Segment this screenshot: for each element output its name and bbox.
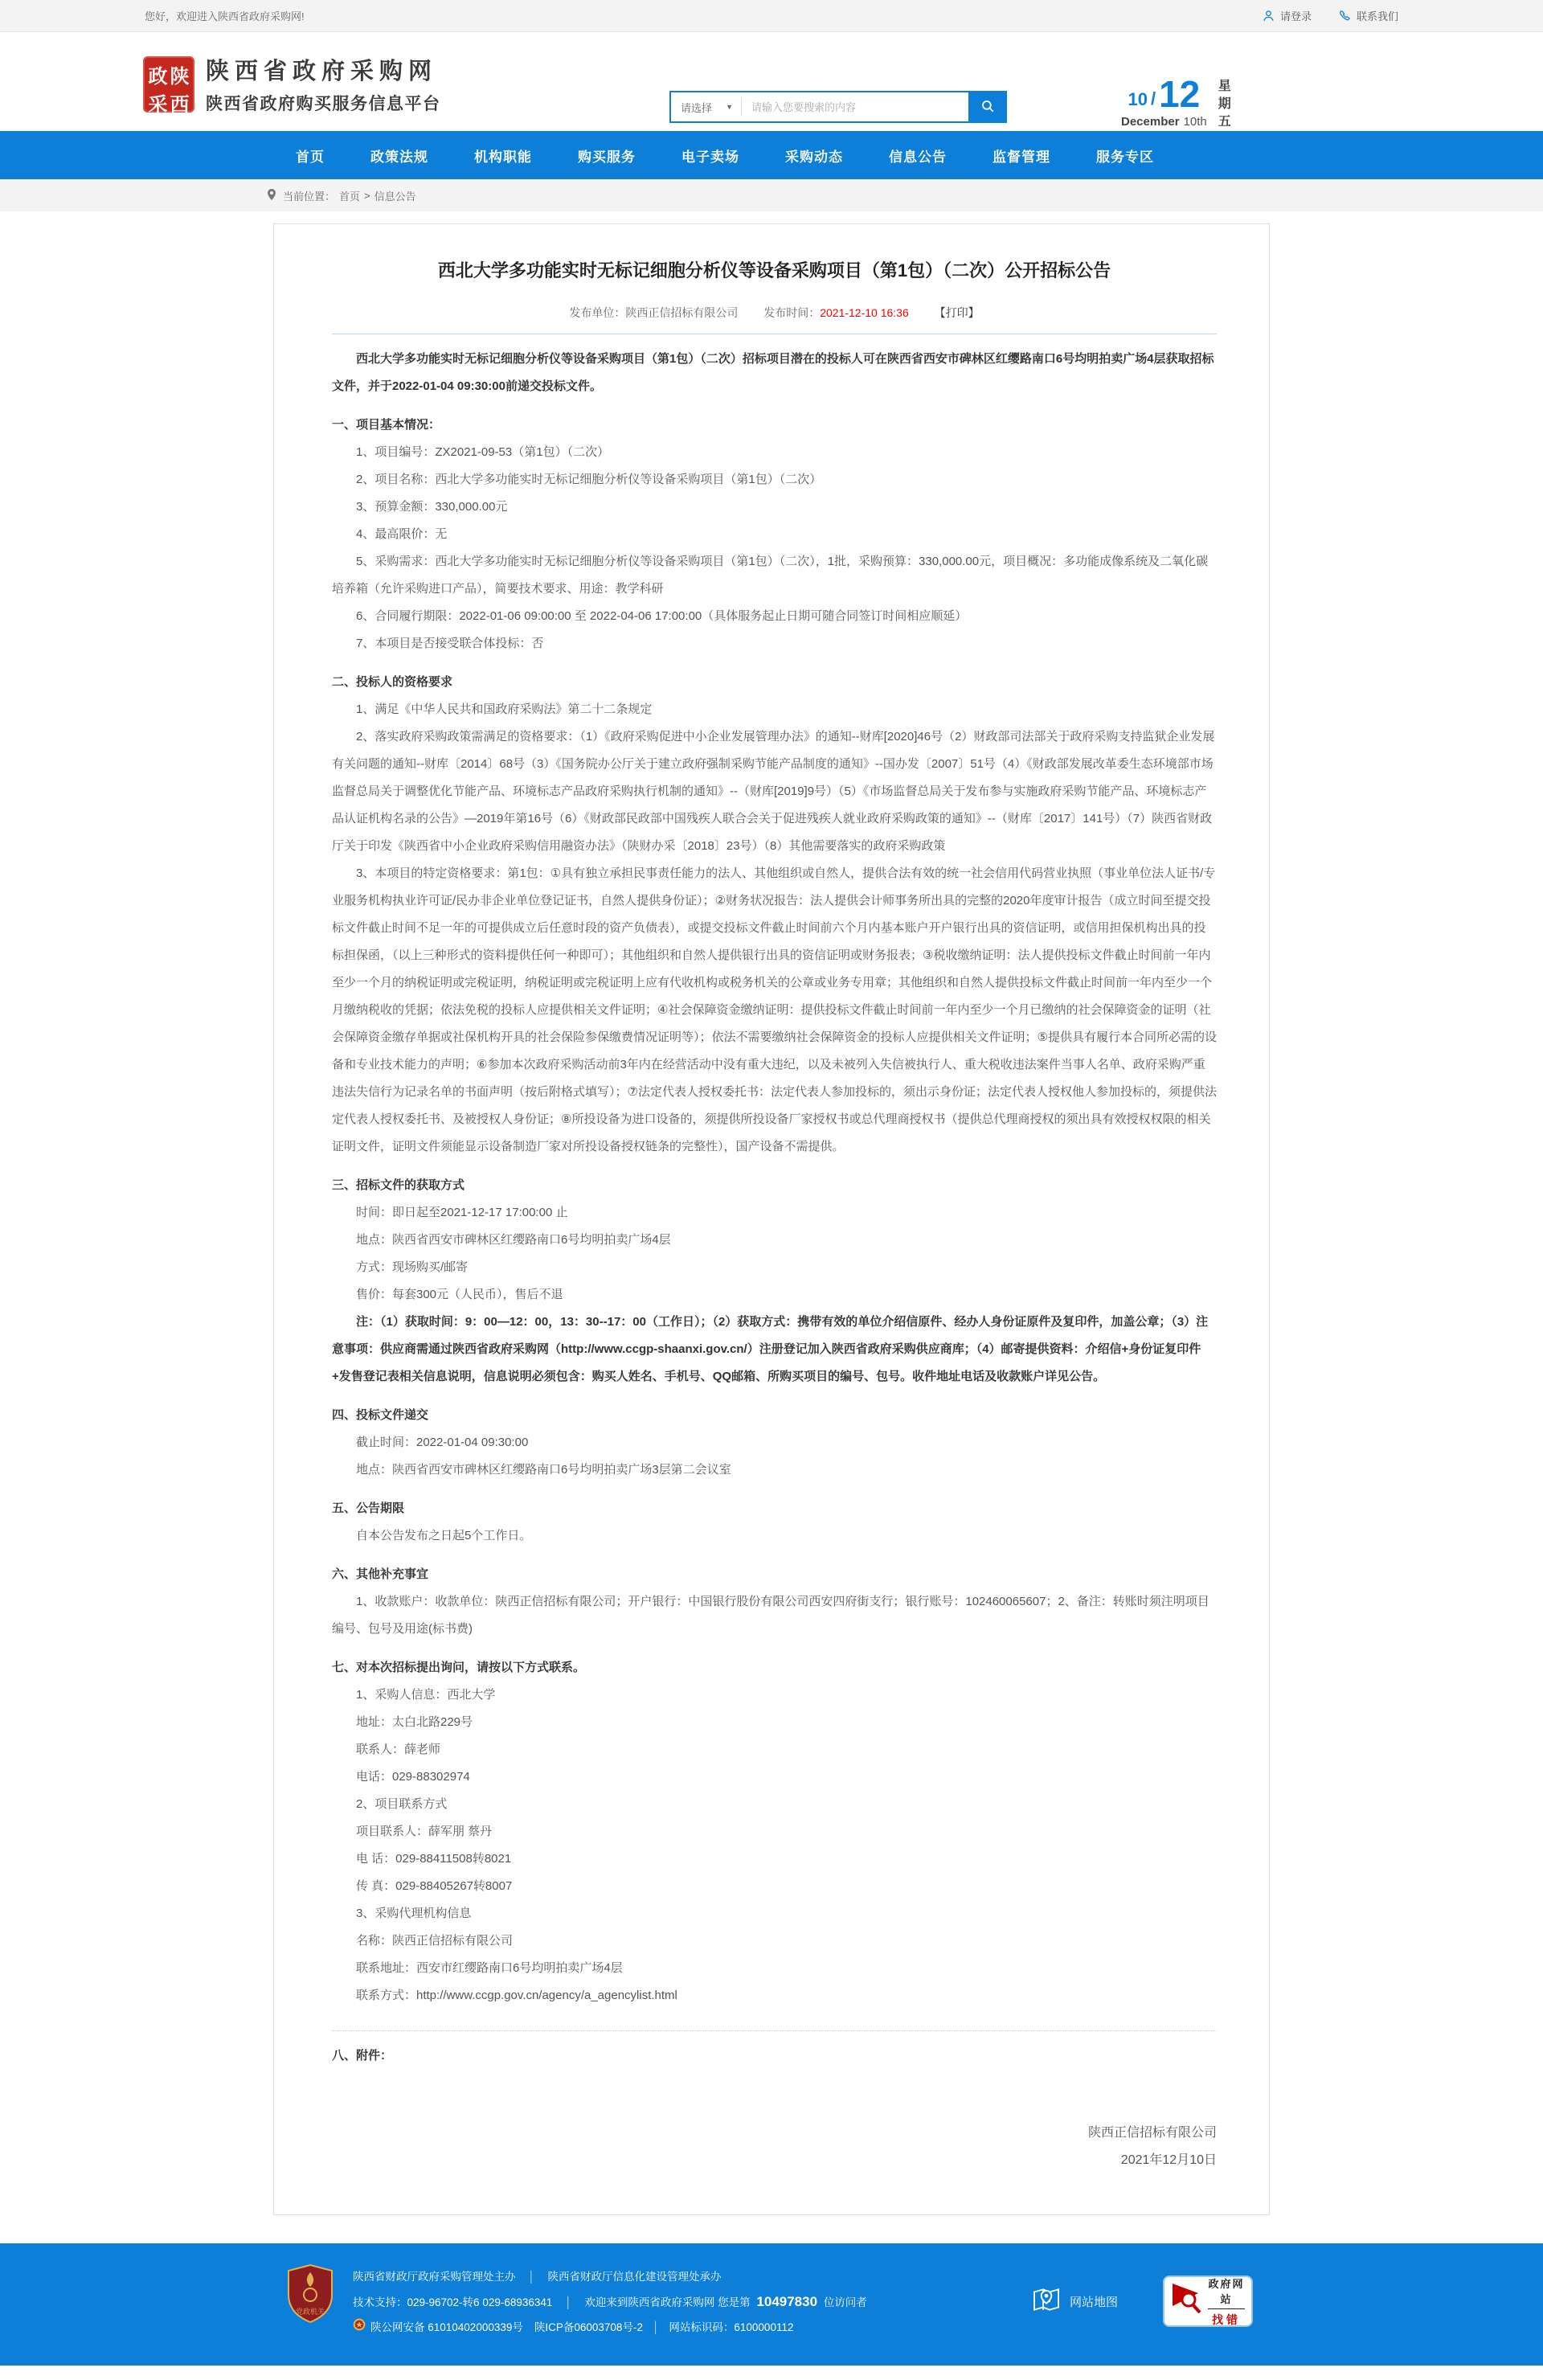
paragraph: 3、预算金额：330,000.00元 xyxy=(356,500,508,514)
paragraph: 3、本项目的特定资格要求：第1包：①具有独立承担民事责任能力的法人、其他组织或自然人，提供合法有效的统一社会信用代码营业执照（事业单位法人证书/专业服务机构执业许可证/民办非企业单位登记证书，自然人提供身份证）；②财务状况报告：法人提供会计师事务所出具的完整的2020年度审计报告（成立时间至提交投标文件截止时间不足一年的可提供成立后任意时段的资产负债表），或提交投标文件截止时间前六个月内基本账户开户银行出具的资信证明，或信用担保机构出具的投标担保函，（以上三种形式的资料提供任何一种即可）；其他组织和自然人提供银行出具的资信证明或财务报表；③税收缴纳证明：法人提供投标文件截止时间前一年内至少一个月的纳税证明或完税证明，纳税证明或完税证明上应有代收机构或税务机关的公章或业务专用章；其他组织和自然人提供投标文件截止时间前一年内至少一个月缴纳税收的凭据；依法免税的投标人应提供相关文件证明；④社会保障资金缴纳证明：提供投标文件截止时间前一年内至少一个月已缴纳的社会保障资金的证明（社会保障资金缴存单据或社保机构开具的社会保险参保缴费情况证明等）；依法不需要缴纳社会保障资金的投标人应提供相关文件证明；⑤提供具有履行本合同所必需的设备和专业技术能力的声明；⑥参加本次政府采购活动前3年内在经营活动中没有重大违纪，以及未被列入失信被执行人、重大税收违法案件当事人名单、政府采购严重违法失信行为记录名单的书面声明（按后附格式填写）；⑦法定代表人授权委托书：法定代表人参加投标的，须出示身份证；法定代表人授权他人参加投标的，须提供法定代表人授权委托书、及被授权人身份证；⑧所投设备为进口设备的，须提供所投设备厂家授权书或总代理商授权书（提供总代理商授权的须出具有效授权权限的相关证明文件，证明文件须能显示设备制造厂家对所投设备授权链条的完整性），国产设备不需提供。 xyxy=(332,866,1217,1153)
paragraph: 传 真：029-88405267转8007 xyxy=(356,1879,513,1893)
svg-text:党政机关: 党政机关 xyxy=(295,2308,325,2316)
site-subtitle: 陕西省政府购买服务信息平台 xyxy=(206,95,441,113)
nav-item-4[interactable]: 电子卖场 xyxy=(681,149,739,165)
paragraph: 1、满足《中华人民共和国政府采购法》第二十二条规定 xyxy=(356,703,653,716)
date-ordinal: 10th xyxy=(1183,115,1207,129)
paragraph: 3、采购代理机构信息 xyxy=(356,1907,472,1920)
breadcrumb-current[interactable]: 信息公告 xyxy=(374,190,416,203)
paragraph: 2、项目名称：西北大学多功能实时无标记细胞分析仪等设备采购项目（第1包）（二次） xyxy=(356,473,822,486)
date-widget xyxy=(1121,73,1234,131)
breadcrumb-separator: > xyxy=(364,189,370,202)
login-link[interactable] xyxy=(1263,8,1312,23)
site-title-block xyxy=(206,53,441,115)
login-label: 请登录 xyxy=(1279,10,1312,23)
footer-undertaker: 陕西省财政厅信息化建设管理处承办 xyxy=(547,2271,722,2283)
paragraph: 电 话：029-88411508转8021 xyxy=(356,1852,512,1866)
paragraph: 售价：每套300元（人民币），售后不退 xyxy=(356,1288,563,1301)
footer-visitor-suffix: 位访问者 xyxy=(823,2296,867,2308)
paragraph: 4、最高限价：无 xyxy=(356,527,448,541)
section-heading: 二、投标人的资格要求 xyxy=(332,675,453,689)
footer-tech-support: 技术支持：029-96702-转6 029-68936341 xyxy=(353,2296,553,2308)
nav-item-2[interactable]: 机构职能 xyxy=(474,149,532,165)
paragraph: 方式：现场购买/邮寄 xyxy=(356,1260,469,1274)
paragraph: 时间：即日起至2021-12-17 17:00:00 止 xyxy=(356,1206,568,1219)
gov-site-error-report-badge[interactable] xyxy=(1163,2276,1253,2327)
footer-text xyxy=(353,2264,867,2340)
beian-link[interactable]: 陕公网安备 61010402000339号 xyxy=(370,2321,523,2333)
paragraph: 地址：太白北路229号 xyxy=(356,1715,473,1729)
site-title: 陕西省政府采购网 xyxy=(206,59,438,84)
footer-visitor-prefix: 欢迎来到陕西省政府采购网 您是第 xyxy=(584,2296,751,2308)
chevron-down-icon: ▼ xyxy=(726,103,733,111)
search-select-label: 请选择 xyxy=(681,101,713,114)
phone-icon xyxy=(1339,10,1351,22)
date-month-name: December xyxy=(1121,115,1180,129)
search-button[interactable] xyxy=(968,91,1007,123)
site-logo[interactable] xyxy=(143,53,441,115)
main-nav xyxy=(0,131,1543,179)
contact-label: 联系我们 xyxy=(1356,10,1398,23)
breadcrumb xyxy=(0,179,1543,211)
paragraph: 自本公告发布之日起5个工作日。 xyxy=(356,1529,532,1542)
site-header xyxy=(0,32,1543,131)
section-heading: 五、公告期限 xyxy=(332,1501,405,1515)
nav-item-5[interactable]: 采购动态 xyxy=(785,149,843,165)
section-heading: 四、投标文件递交 xyxy=(332,1408,429,1422)
paragraph: 1、采购人信息：西北大学 xyxy=(356,1688,496,1702)
nav-item-0[interactable]: 首页 xyxy=(296,149,325,165)
section-heading: 三、招标文件的获取方式 xyxy=(332,1178,465,1192)
article-meta xyxy=(332,305,1217,334)
publisher-value: 陕西正信招标有限公司 xyxy=(625,306,739,319)
article-body xyxy=(332,346,1217,2070)
sitemap-link[interactable] xyxy=(1031,2284,1118,2318)
seal-logo-icon: 政 陕 采 西 xyxy=(143,56,194,113)
section-heading: 六、其他补充事宜 xyxy=(332,1567,429,1581)
paragraph: 名称：陕西正信招标有限公司 xyxy=(356,1934,514,1948)
date-month-number: 10 xyxy=(1128,89,1148,109)
nav-item-6[interactable]: 信息公告 xyxy=(889,149,947,165)
site-code: 网站标识码：6100000112 xyxy=(669,2321,794,2333)
nav-item-7[interactable]: 监督管理 xyxy=(993,149,1050,165)
top-bar xyxy=(0,0,1543,32)
breadcrumb-home[interactable]: 首页 xyxy=(339,190,361,203)
footer-line-2: 技术支持：029-96702-转6 029-68936341 │ 欢迎来到陕西省政府采购网 您是第 10497830 位访问者 xyxy=(353,2294,867,2309)
paragraph: 6、合同履行期限：2022-01-06 09:00:00 至 2022-04-06 17:00:00（具体服务起止日期可随合同签订时间相应顺延） xyxy=(356,609,968,623)
search-category-select[interactable] xyxy=(671,97,742,117)
paragraph: 电话：029-88302974 xyxy=(356,1770,470,1784)
sitemap-icon xyxy=(1031,2284,1062,2318)
badge-subtitle: 找错 xyxy=(1212,2312,1242,2326)
publish-time-label: 发布时间： xyxy=(763,306,821,319)
user-icon xyxy=(1263,10,1275,22)
date-weekday: 星期五 xyxy=(1218,80,1231,129)
section-heading: 一、项目基本情况： xyxy=(332,418,441,432)
paragraph: 1、收款账户：收款单位：陕西正信招标有限公司；开户银行：中国银行股份有限公司西安四府街支行；银行账号：102460065607；2、备注：转账时须注明项目编号、包号及用途(标书费) xyxy=(332,1595,1209,1636)
article-card xyxy=(273,223,1270,2215)
paragraph: 2、落实政府采购政策需满足的资格要求：（1）《政府采购促进中小企业发展管理办法》的通知--财库[2020]46号（2）财政部司法部关于政府采购支持监狱企业发展有关问题的通知--财库〔2014〕68号（3）《国务院办公厅关于建立政府强制采购节能产品制度的通知》--国办发〔2007〕51号（4）《财政部发展改革委生态环境部市场监督总局关于调整优化节能产品、环境标志产品政府采购执行机制的通知》--（财库[2019]9号）（5）《市场监督总局关于发布参与实施政府采购节能产品、环境标志产品认证机构名录的公告》—2019年第16号（6）《财政部民政部中国残疾人联合会关于促进残疾人就业政府采购政策的通知》--（财库〔2017〕141号）（7）陕西省财政厅关于印发《陕西省中小企业政府采购信用融资办法》（陕财办采〔2018〕23号）（8）其他需要落实的政府采购政策 xyxy=(332,730,1215,853)
section-divider xyxy=(332,2030,1217,2031)
flag-magnifier-icon xyxy=(1171,2282,1203,2321)
nav-item-1[interactable]: 政策法规 xyxy=(370,149,428,165)
paragraph: 7、本项目是否接受联合体投标：否 xyxy=(356,637,544,650)
article-title: 西北大学多功能实时无标记细胞分析仪等设备采购项目（第1包）（二次）公开招标公告 xyxy=(437,260,1111,281)
sitemap-label: 网站地图 xyxy=(1070,2295,1119,2309)
location-pin-icon xyxy=(267,189,279,203)
contact-link[interactable] xyxy=(1339,8,1398,23)
paragraph: 地点：陕西省西安市碑林区红缨路南口6号均明拍卖广场4层 xyxy=(356,1233,671,1247)
nav-item-8[interactable]: 服务专区 xyxy=(1096,149,1154,165)
search-input[interactable] xyxy=(742,101,970,113)
topbar-actions xyxy=(1263,8,1398,23)
signature-company: 陕西正信招标有限公司 xyxy=(1087,2126,1217,2140)
paragraph: 联系地址：西安市红缨路南口6号均明拍卖广场4层 xyxy=(356,1961,623,1975)
breadcrumb-label: 当前位置： xyxy=(283,190,336,203)
welcome-text: 您好，欢迎进入陕西省政府采购网! xyxy=(145,10,305,23)
print-button[interactable]: 【打印】 xyxy=(934,306,980,319)
date-day-number: 12 xyxy=(1159,73,1201,115)
paragraph: 项目联系人：薛军朋 蔡丹 xyxy=(356,1825,493,1838)
date-numbers: 10 / 12 December 10th xyxy=(1121,73,1207,129)
search-icon xyxy=(980,99,995,116)
publish-time-value: 2021-12-10 16:36 xyxy=(820,306,909,319)
paragraph: 1、项目编号：ZX2021-09-53（第1包）（二次） xyxy=(356,445,610,459)
search-bar xyxy=(669,91,1007,123)
site-footer xyxy=(0,2243,1543,2366)
icp-link[interactable]: 陕ICP备06003708号-2 xyxy=(534,2321,643,2333)
police-badge-icon xyxy=(353,2315,370,2340)
section-heading: 八、附件： xyxy=(332,2049,393,2063)
visitor-count: 10497830 xyxy=(756,2294,818,2309)
section-heading: 七、对本次招标提出询问，请按以下方式联系。 xyxy=(332,1661,586,1674)
paragraph: 注：（1）获取时间：9：00—12：00，13：30--17：00（工作日）；（2）获取方式：携带有效的单位介绍信原件、经办人身份证原件及复印件，加盖公章；（3）注意事项：供应商需通过陕西省政府采购网（http://www.ccgp-shaanxi.gov.cn/）注册登记加入陕西省政府采购供应商库；（4）邮寄提供资料：介绍信+身份证复印件+发售登记表相关信息说明，信息说明必须包含：购买人姓名、手机号、QQ邮箱、所购买项目的编号、包号。收件地址电话及收款账户详见公告。 xyxy=(332,1315,1209,1383)
signature-block xyxy=(332,2120,1217,2174)
publisher-label: 发布单位： xyxy=(569,306,626,319)
paragraph: 5、采购需求：西北大学多功能实时无标记细胞分析仪等设备采购项目（第1包）（二次），1批，采购预算：330,000.00元，项目概况：多功能成像系统及二氧化碳培养箱（允许采购进口产品），简要技术要求、用途：教学科研 xyxy=(332,555,1209,596)
government-badge-icon xyxy=(285,2264,335,2340)
footer-line-3: 陕公网安备 61010402000339号 陕ICP备06003708号-2 │ 网站标识码：6100000112 xyxy=(353,2315,867,2340)
signature-date: 2021年12月10日 xyxy=(1120,2153,1217,2167)
paragraph: 地点：陕西省西安市碑林区红缨路南口6号均明拍卖广场3层第二会议室 xyxy=(356,1463,731,1477)
paragraph: 西北大学多功能实时无标记细胞分析仪等设备采购项目（第1包）（二次）招标项目潜在的投标人可在陕西省西安市碑林区红缨路南口6号均明拍卖广场4层获取招标文件，并于2022-01-04 09:30:00前递交投标文件。 xyxy=(332,352,1214,393)
paragraph: 联系人：薛老师 xyxy=(356,1743,441,1756)
nav-item-3[interactable]: 购买服务 xyxy=(578,149,636,165)
paragraph: 联系方式：http://www.ccgp.gov.cn/agency/a_agencylist.html xyxy=(356,1989,677,2002)
paragraph: 2、项目联系方式 xyxy=(356,1797,448,1811)
paragraph: 截止时间：2022-01-04 09:30:00 xyxy=(356,1436,529,1449)
footer-organizer: 陕西省财政厅政府采购管理处主办 xyxy=(353,2271,516,2283)
badge-title: 政府网站 xyxy=(1208,2276,1245,2309)
footer-line-1: 陕西省财政厅政府采购管理处主办 │ 陕西省财政厅信息化建设管理处承办 xyxy=(353,2271,722,2283)
